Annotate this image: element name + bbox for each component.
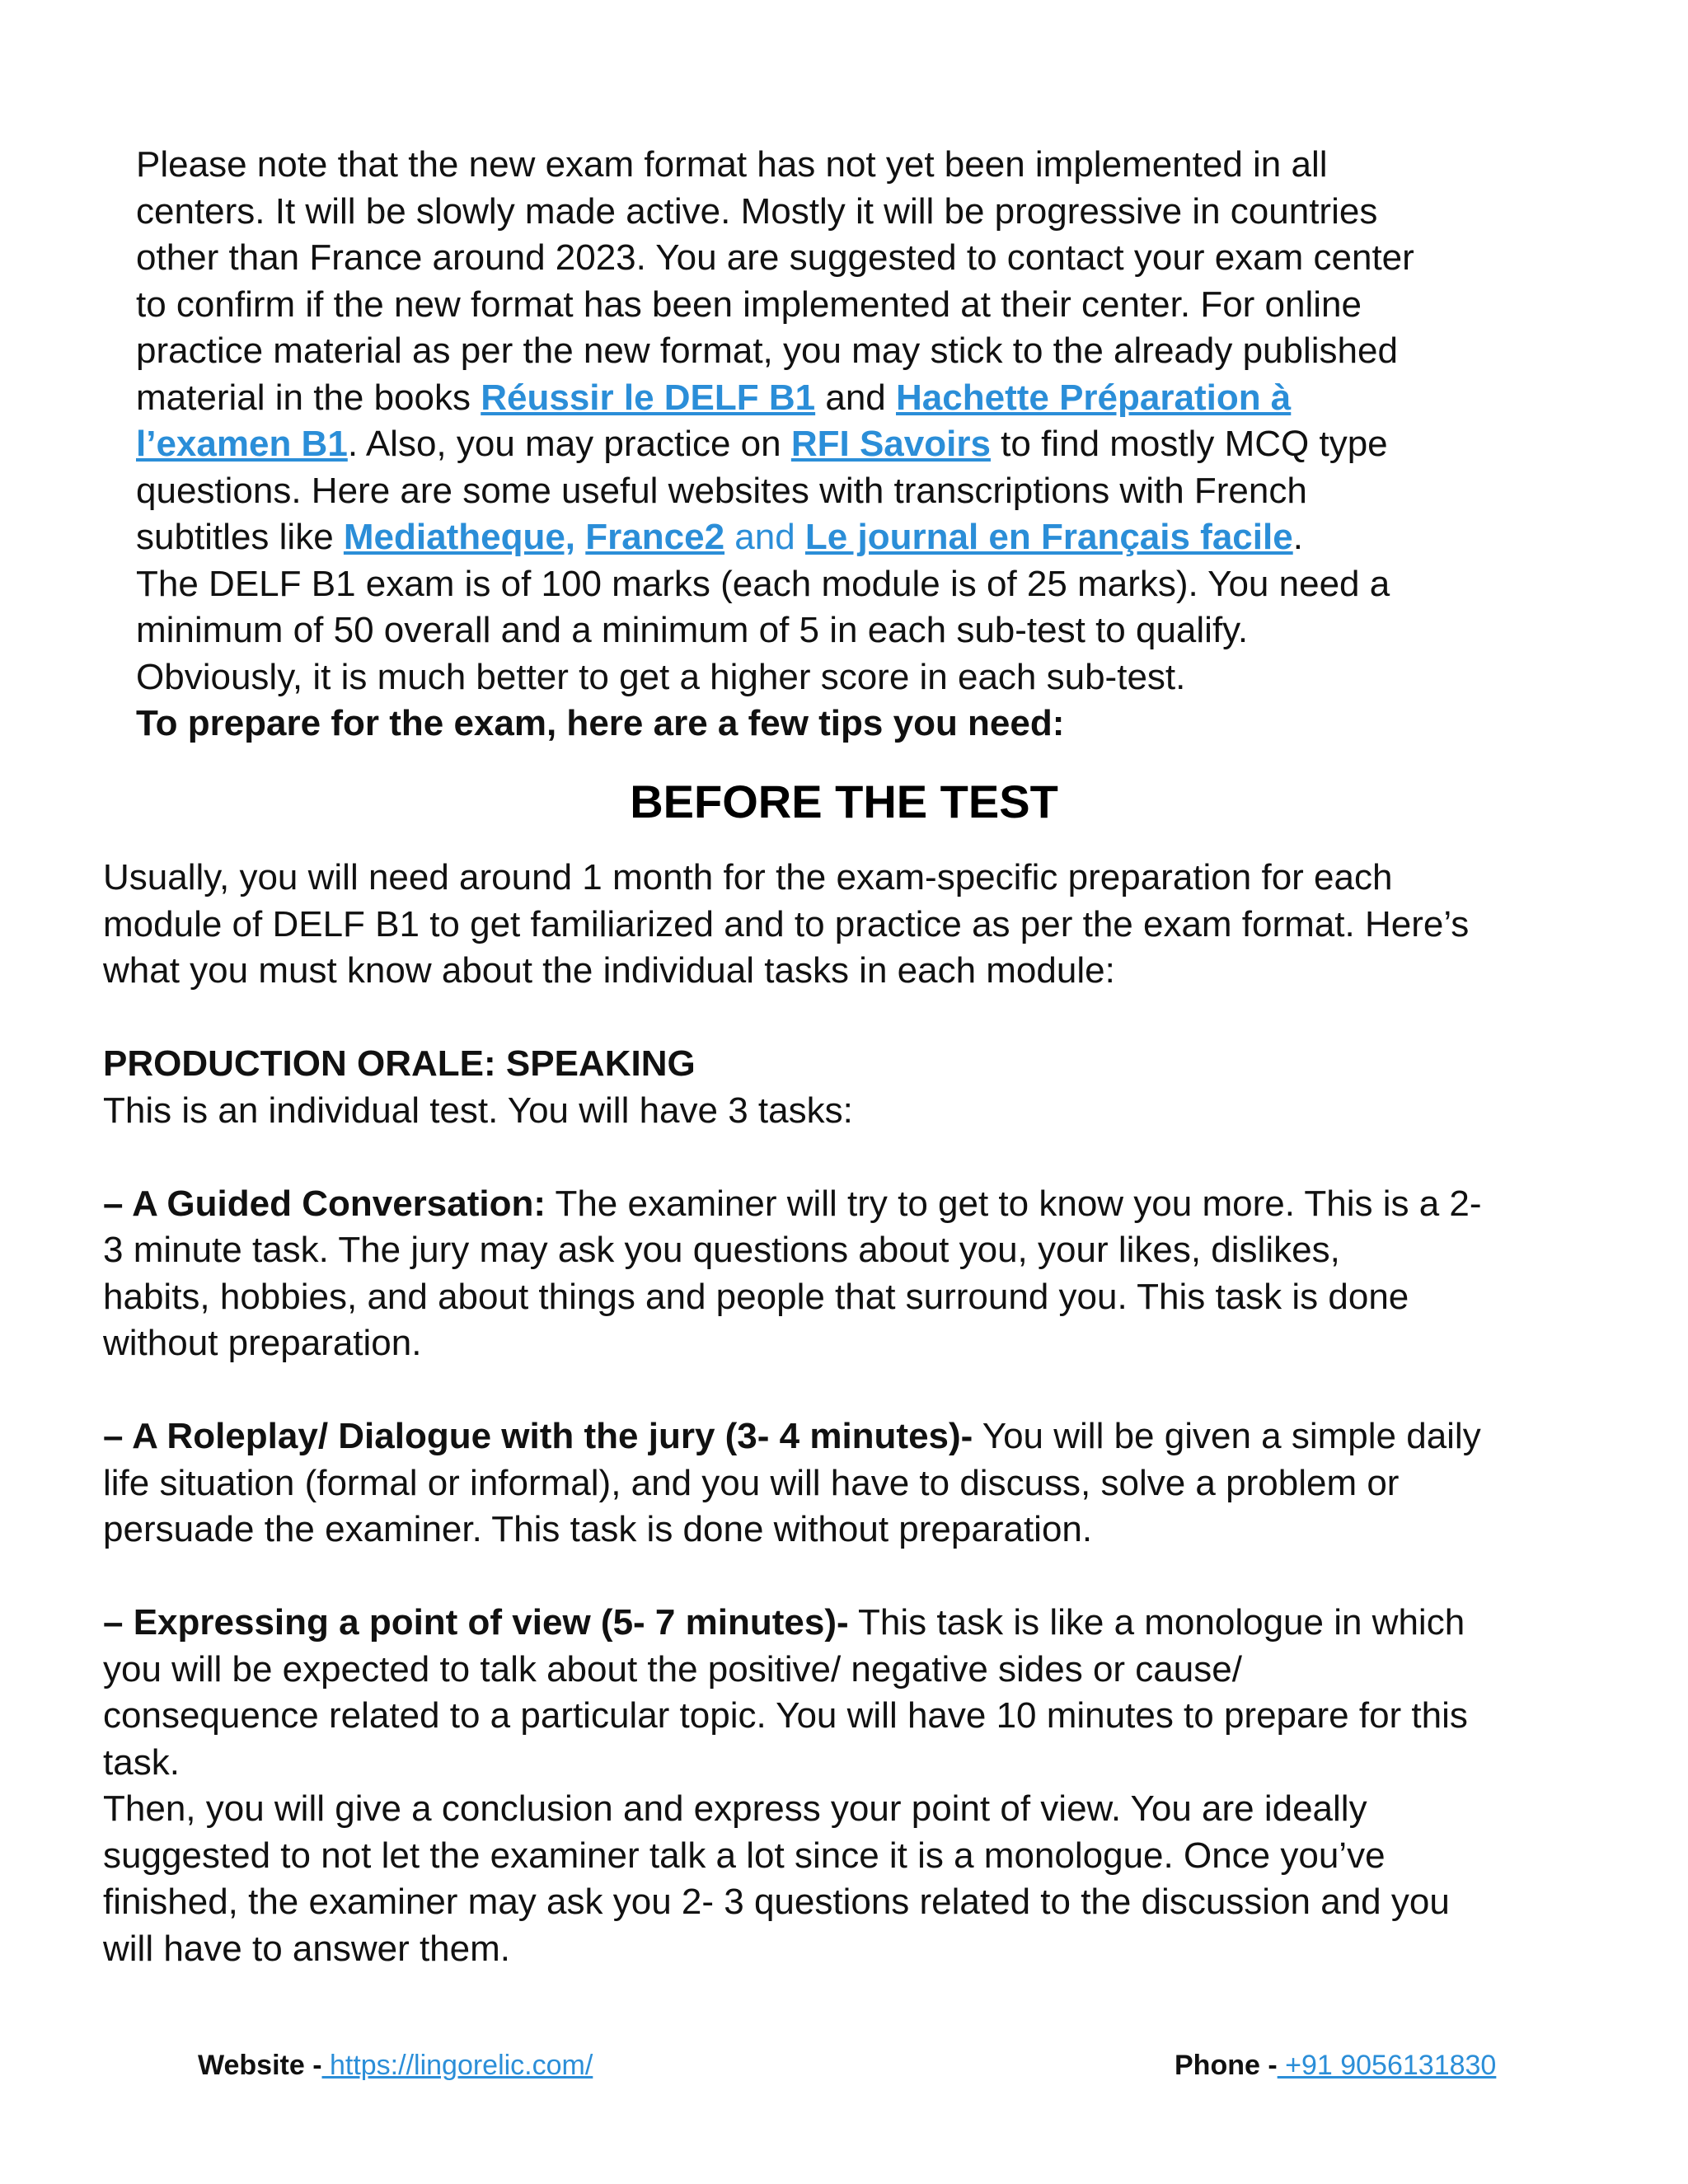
link-hachette-part2[interactable]: l’examen B1 [136,424,348,464]
intro-text: . [1292,517,1303,557]
link-rfi-savoirs[interactable]: RFI Savoirs [790,424,991,464]
task-text: This task is like a monologue in which [848,1602,1465,1643]
intro-line: Please note that the new exam format has not yet been implemented in all [136,144,1328,185]
footer-phone [1175,2049,1496,2082]
task-line [103,1181,1587,1228]
intro-line: questions. Here are some useful websites with transcriptions with French [136,470,1307,511]
intro-paragraph [136,142,1554,748]
task-text: The examiner will try to get to know you more. This is a 2- [546,1183,1482,1224]
body-line: Usually, you will need around 1 month for the exam-specific preparation for each [103,857,1393,898]
task-text: You will be given a simple daily [973,1416,1481,1456]
intro-line: The DELF B1 exam is of 100 marks (each module is of 25 marks). You need a [136,563,1390,604]
intro-tips-heading: To prepare for the exam, here are a few tips you need: [136,703,1065,743]
link-france2[interactable]: France2 [585,517,725,557]
intro-line: minimum of 50 overall and a minimum of 5 in each sub-test to qualify. [136,610,1249,650]
task-line: 3 minute task. The jury may ask you questions about you, your likes, dislikes, [103,1230,1340,1270]
task-line: suggested to not let the examiner talk a lot since it is a monologue. Once you’ve [103,1835,1386,1876]
intro-line: Obviously, it is much better to get a higher score in each sub-test. [136,656,1186,697]
footer-website [198,2049,593,2082]
website-label: Website - [198,2050,322,2081]
intro-line: centers. It will be slowly made active. Mostly it will be progressive in countries [136,190,1378,232]
blank-line [103,1554,1587,1601]
link-journal-francais-facile[interactable]: Le journal en Français facile [804,517,1293,557]
intro-text: to find mostly MCQ type [990,424,1388,464]
blank-line [103,1367,1587,1414]
task-line [103,1413,1587,1460]
website-link[interactable]: https://lingorelic.com/ [321,2050,593,2081]
link-and-text[interactable]: and [724,517,805,557]
task-line [103,1600,1587,1647]
intro-line [136,375,1554,422]
task-line: Then, you will give a conclusion and express your point of view. You are ideally [103,1788,1367,1829]
phone-link[interactable]: +91 9056131830 [1277,2050,1497,2081]
task2-title: – A Roleplay/ Dialogue with the jury (3- 4 minutes)- [103,1416,973,1456]
speaking-section-title: PRODUCTION ORALE: SPEAKING [103,1043,696,1084]
blank-line [103,1134,1587,1181]
intro-text: material in the books [136,377,481,418]
task-line: consequence related to a particular topic. You will have 10 minutes to prepare for this [103,1695,1468,1736]
task-line: finished, the examiner may ask you 2- 3 questions related to the discussion and you [103,1882,1450,1922]
task-line: habits, hobbies, and about things and people that surround you. This task is done [103,1276,1409,1317]
intro-text: . Also, you may practice on [347,424,791,464]
task-line: without preparation. [103,1323,422,1363]
phone-label: Phone - [1175,2050,1278,2081]
link-reussir-delf-b1[interactable]: Réussir le DELF B1 [481,377,816,418]
task3-title: – Expressing a point of view (5- 7 minutes)- [103,1602,849,1643]
intro-line [136,514,1554,561]
body-line: what you must know about the individual tasks in each module: [103,950,1115,991]
intro-text: subtitles like [136,517,344,557]
task-line: will have to answer them. [103,1928,510,1969]
intro-line: to confirm if the new format has been implemented at their center. For online [136,284,1362,325]
task-line: persuade the examiner. This task is done without preparation. [103,1509,1093,1549]
main-body [103,855,1587,1972]
intro-line: practice material as per the new format, you may stick to the already published [136,330,1398,371]
task1-title: – A Guided Conversation: [103,1183,546,1224]
task-line: you will be expected to talk about the positive/ negative sides or cause/ [103,1648,1242,1690]
link-hachette-part1[interactable]: Hachette Préparation à [896,377,1292,418]
body-line: module of DELF B1 to get familiarized and to practice as per the exam format. Here’s [103,903,1470,944]
intro-line: other than France around 2023. You are suggested to contact your exam center [136,237,1414,278]
task-line: life situation (formal or informal), and you will have to discuss, solve a problem or [103,1462,1400,1503]
intro-text [575,517,585,557]
section-heading: BEFORE THE TEST [630,776,1058,827]
link-mediatheque[interactable]: Mediatheque, [343,517,576,557]
intro-line [136,421,1554,468]
task-line: task. [103,1741,180,1783]
body-line: This is an individual test. You will have 3 tasks: [103,1090,853,1131]
blank-line [103,995,1587,1042]
intro-text: and [815,377,896,418]
